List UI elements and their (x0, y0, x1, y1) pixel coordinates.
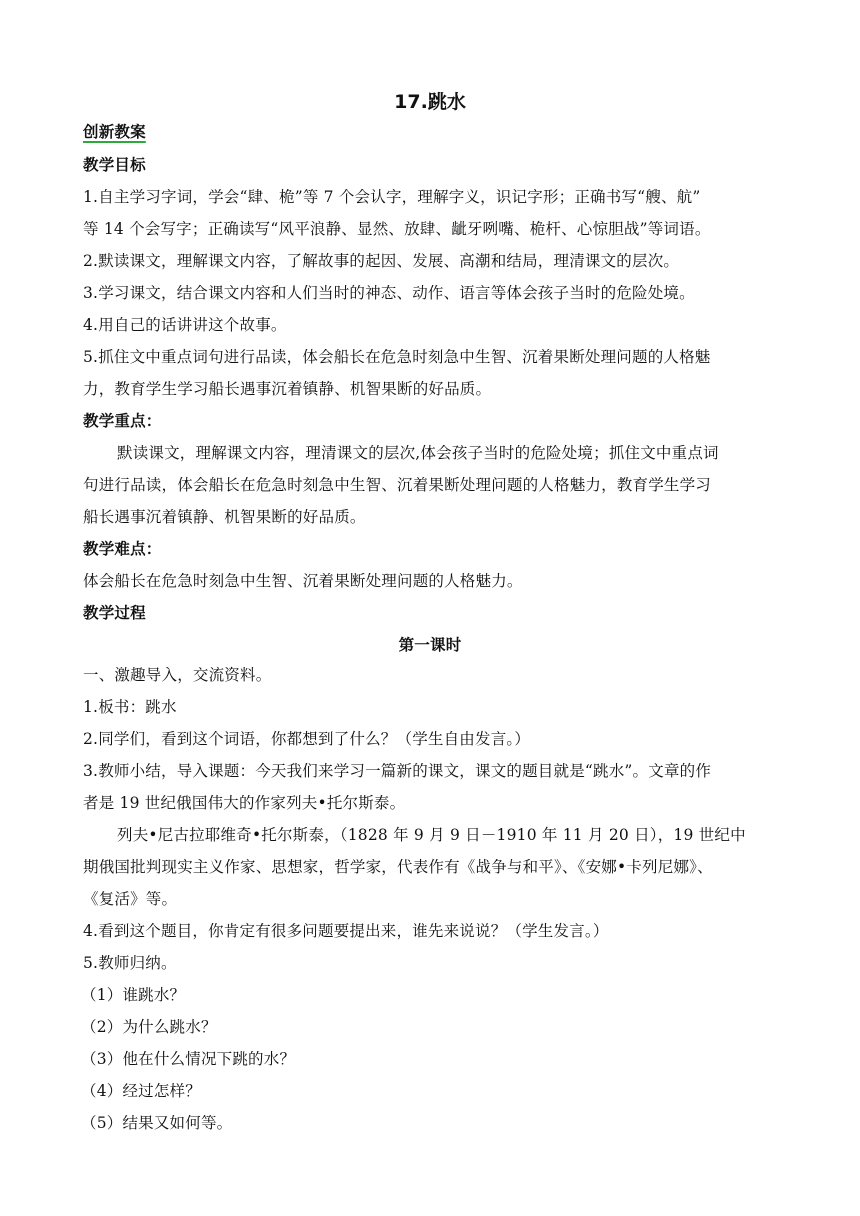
goal-line: 4.用自己的话讲讲这个故事。 (83, 316, 287, 334)
goals-heading: 教学目标 (83, 156, 146, 174)
key-heading: 教学重点： (83, 412, 162, 430)
question-item: （2）为什么跳水？ (81, 1018, 217, 1036)
goal-line: 力，教育学生学习船长遇事沉着镇静、机智果断的好品质。 (83, 380, 492, 398)
goal-line: 5.抓住文中重点词句进行品读，体会船长在危急时刻急中生智、沉着果断处理问题的人格魅 (83, 348, 711, 366)
process-line: 3.教师小结，导入课题：今天我们来学习一篇新的课文，课文的题目就是“跳水”。文章的作 (83, 762, 712, 780)
process-line: 者是 19 世纪俄国伟大的作家列夫•托尔斯泰。 (83, 794, 406, 812)
question-item: （1）谁跳水？ (81, 986, 186, 1004)
goal-line: 2.默读课文，理解课文内容，了解故事的起因、发展、高潮和结局，理清课文的层次。 (83, 252, 680, 270)
subtitle: 创新教案 (83, 123, 146, 141)
tolstoy-line: 期俄国批判现实主义作家、思想家，哲学家，代表作有《战争与和平》、《安娜•卡列尼娜》、 (83, 858, 713, 876)
key-line: 船长遇事沉着镇静、机智果断的好品质。 (83, 508, 366, 526)
key-line: 默读课文，理解课文内容，理清课文的层次,体会孩子当时的危险处境；抓住文中重点词 (117, 444, 719, 462)
process-line: 4.看到这个题目，你肯定有很多问题要提出来，谁先来说说？（学生发言。） (83, 922, 609, 940)
document-title: 17.跳水 (394, 91, 466, 113)
question-item: （4）经过怎样？ (81, 1082, 201, 1100)
question-item: （3）他在什么情况下跳的水？ (81, 1050, 296, 1068)
process-line: 1.板书：跳水 (83, 698, 177, 716)
process-line: 5.教师归纳。 (83, 954, 177, 972)
tolstoy-line: 《复活》等。 (83, 890, 178, 908)
difficulty-heading: 教学难点： (83, 540, 162, 558)
difficulty-text: 体会船长在危急时刻急中生智、沉着果断处理问题的人格魅力。 (83, 572, 523, 590)
process-line: 2.同学们，看到这个词语，你都想到了什么？（学生自由发言。） (83, 730, 531, 748)
goal-line: 1.自主学习字词，学会“肆、桅”等 7 个会认字，理解字义，识记字形；正确书写“艘、航” (83, 188, 701, 206)
goal-line: 3.学习课文，结合课文内容和人们当时的神态、动作、语言等体会孩子当时的危险处境。 (83, 284, 695, 302)
question-item: （5）结果又如何等。 (81, 1114, 233, 1132)
key-line: 句进行品读，体会船长在危急时刻急中生智、沉着果断处理问题的人格魅力，教育学生学习 (83, 476, 712, 494)
goal-line: 等 14 个会写字；正确读写“风平浪静、显然、放肆、龇牙咧嘴、桅杆、心惊胆战”等词语。 (83, 220, 711, 238)
process-line: 一、激趣导入，交流资料。 (83, 666, 272, 684)
process-heading: 教学过程 (83, 604, 146, 622)
lesson-title: 第一课时 (398, 636, 462, 654)
tolstoy-line: 列夫•尼古拉耶维奇•托尔斯泰，（1828 年 9 月 9 日－1910 年 11 月 20 日），19 世纪中 (117, 826, 746, 844)
